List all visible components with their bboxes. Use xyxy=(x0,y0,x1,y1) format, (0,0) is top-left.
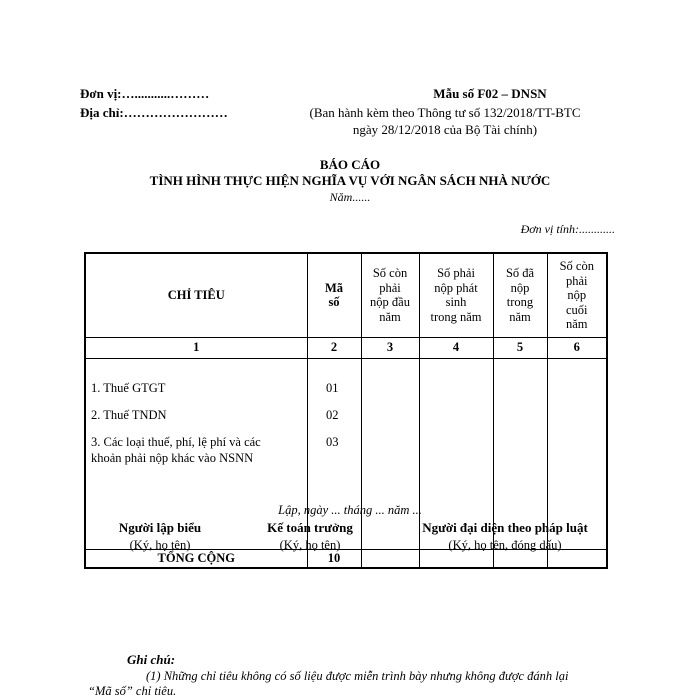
notes-line2: “Mã số” chỉ tiêu. xyxy=(88,684,177,698)
column-number: 3 xyxy=(361,337,419,358)
row-cit-name: 2. Thuế TNDN xyxy=(91,408,167,422)
issue-note-line1: (Ban hành kèm theo Thông tư số 132/2018/TT-BTC xyxy=(309,105,581,120)
total-code: 10 xyxy=(307,549,361,568)
notes-line1: (1) Những chỉ tiêu không có số liệu được miễn trình bày nhưng không được đánh lại xyxy=(146,669,569,683)
row-other-code: 03 xyxy=(326,435,339,449)
report-title: BÁO CÁO xyxy=(319,157,381,172)
preparer-note: (Ký, họ tên) xyxy=(129,538,191,552)
column-number: 1 xyxy=(85,337,307,358)
row-cit-code: 02 xyxy=(326,408,339,422)
preparer-title: Người lập biểu xyxy=(118,520,202,535)
report-subtitle: TÌNH HÌNH THỰC HIỆN NGHĨA VỤ VỚI NGÂN SÁCH NHÀ NƯỚC xyxy=(149,173,551,188)
row-vat-name: 1. Thuế GTGT xyxy=(91,381,166,395)
accountant-note: (Ký, họ tên) xyxy=(279,538,341,552)
row-other-name-line1: 3. Các loại thuế, phí, lệ phí và các xyxy=(91,435,261,449)
legal-rep-note: (Ký, họ tên, đóng dấu) xyxy=(448,538,562,552)
header-code: Mã số xyxy=(307,253,361,337)
address-label: Địa chỉ:…………………… xyxy=(80,105,228,120)
legal-rep-title: Người đại diện theo pháp luật xyxy=(422,520,588,535)
column-number: 5 xyxy=(493,337,547,358)
column-number: 6 xyxy=(547,337,607,358)
column-number: 2 xyxy=(307,337,361,358)
unit-label: Đơn vị:…...........……… xyxy=(80,86,210,101)
table-header-row xyxy=(85,253,607,337)
header-paid: Số đã nộp trong năm xyxy=(493,253,547,337)
notes-title: Ghi chú: xyxy=(127,652,176,667)
report-year: Năm...... xyxy=(329,190,371,204)
header-opening-payable: Số còn phải nộp đầu năm xyxy=(361,253,419,337)
total-label: TỔNG CỘNG xyxy=(85,549,307,568)
column-number-row xyxy=(85,337,607,358)
row-vat-code: 01 xyxy=(326,381,339,395)
currency-unit-label: Đơn vị tính:............ xyxy=(520,222,615,236)
header-closing-payable: Số còn phải nộp cuối năm xyxy=(547,253,607,337)
column-number: 4 xyxy=(419,337,493,358)
header-indicator: CHỈ TIÊU xyxy=(85,253,307,337)
form-code: Mẫu số F02 – DNSN xyxy=(433,86,547,101)
signature-date: Lập, ngày ... tháng ... năm ... xyxy=(278,503,422,517)
header-incurred-payable: Số phải nộp phát sinh trong năm xyxy=(419,253,493,337)
issue-note-line2: ngày 28/12/2018 của Bộ Tài chính) xyxy=(352,122,538,137)
accountant-title: Kế toán trưởng xyxy=(267,520,353,535)
row-other-name-line2: khoản phải nộp khác vào NSNN xyxy=(91,451,254,465)
